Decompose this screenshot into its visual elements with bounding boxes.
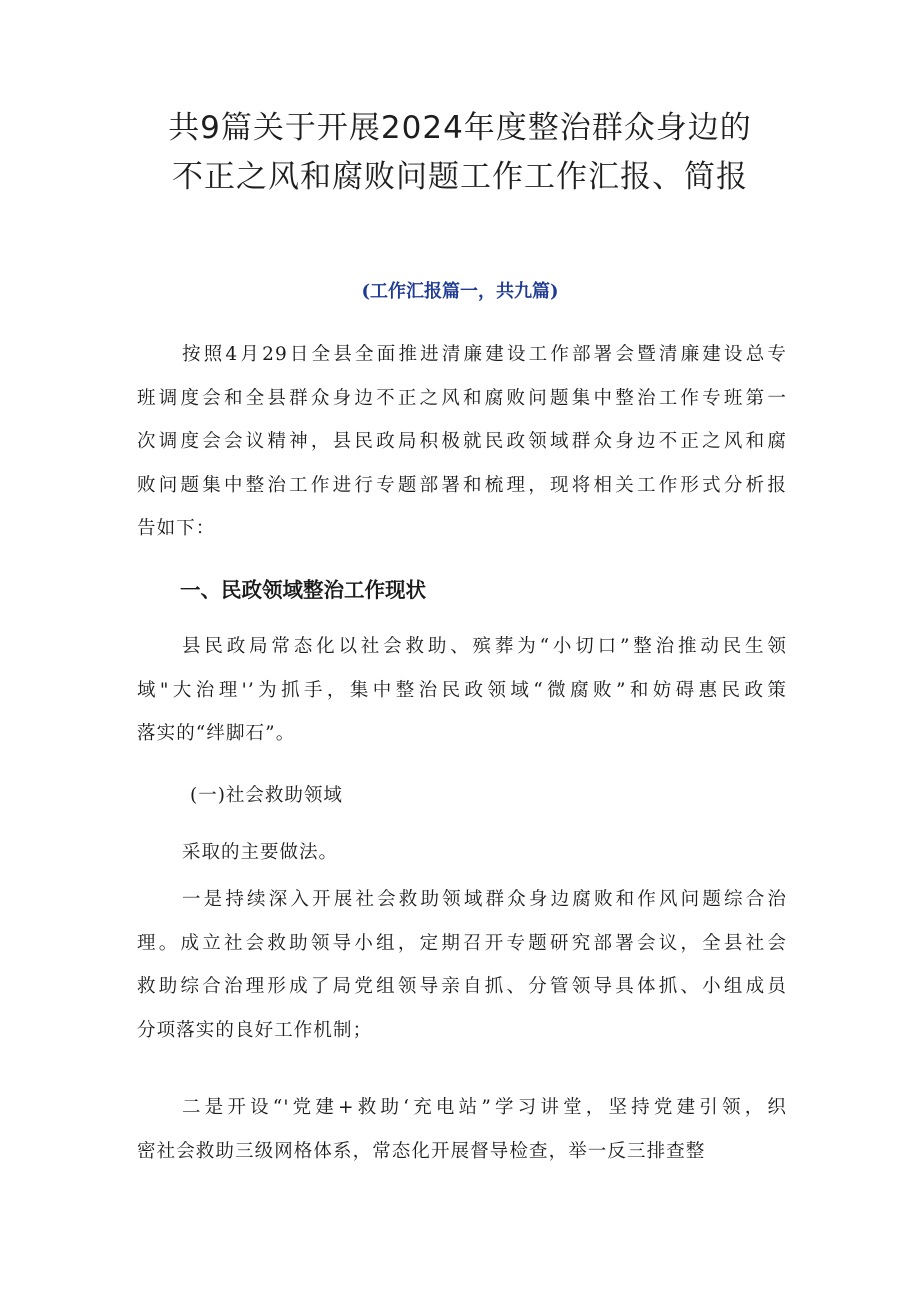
text-line: 落实的“绊脚石”。 (137, 723, 296, 744)
text-line: 密社会救助三级网格体系，常态化开展督导检查，举一反三排查整 (137, 1140, 706, 1162)
text-line: 一是持续深入开展社会救助领域群众身边腐败和作风问题综合治 (182, 889, 787, 910)
document-subtitle: (工作汇报篇一，共九篇) (361, 281, 559, 302)
text-line: 告如下： (137, 518, 216, 539)
text-line: 败问题集中整治工作进行专题部署和梳理，现将相关工作形式分析报 (137, 474, 787, 496)
text-line: 县民政局常态化以社会救助、殡葬为“小切口”整治推动民生领 (182, 636, 787, 657)
text-line: 按照4月29日全县全面推进清廉建设工作部署会暨清廉建设总专 (182, 344, 787, 365)
section-heading: 一、民政领域整治工作现状 (180, 578, 426, 602)
text-line: 班调度会和全县群众身边不正之风和腐败问题集中整治工作专班第一 (137, 387, 787, 409)
text-line: 次调度会会议精神，县民政局积极就民政领域群众身边不正之风和腐 (137, 431, 787, 452)
text-line: 理。成立社会救助领导小组，定期召开专题研究部署会议，全县社会 (137, 932, 787, 954)
intro-paragraph (137, 333, 787, 551)
text-line: 二是开设“'党建+救助‘充电站”学习讲堂，坚持党建引领，织 (182, 1097, 787, 1118)
text-line: 域"大治理'’为抓手，集中整治民政领域“微腐败”和妨碍惠民政策 (137, 679, 787, 701)
section-paragraph (137, 625, 787, 756)
measure-item-2 (137, 1086, 787, 1173)
document-title-line-1: 共9篇关于开展2024年度整治群众身边的 (168, 110, 752, 146)
subsection-heading: (一)社会救助领域 (190, 785, 343, 806)
text-line: 救助综合治理形成了局党组领导亲自抓、分管领导具体抓、小组成员 (137, 976, 787, 997)
measures-label: 采取的主要做法。 (182, 842, 339, 863)
measure-item-1 (137, 878, 787, 1052)
text-line: 分项落实的良好工作机制； (137, 1019, 373, 1041)
document-title-line-2: 不正之风和腐败问题工作工作汇报、简报 (172, 159, 748, 195)
